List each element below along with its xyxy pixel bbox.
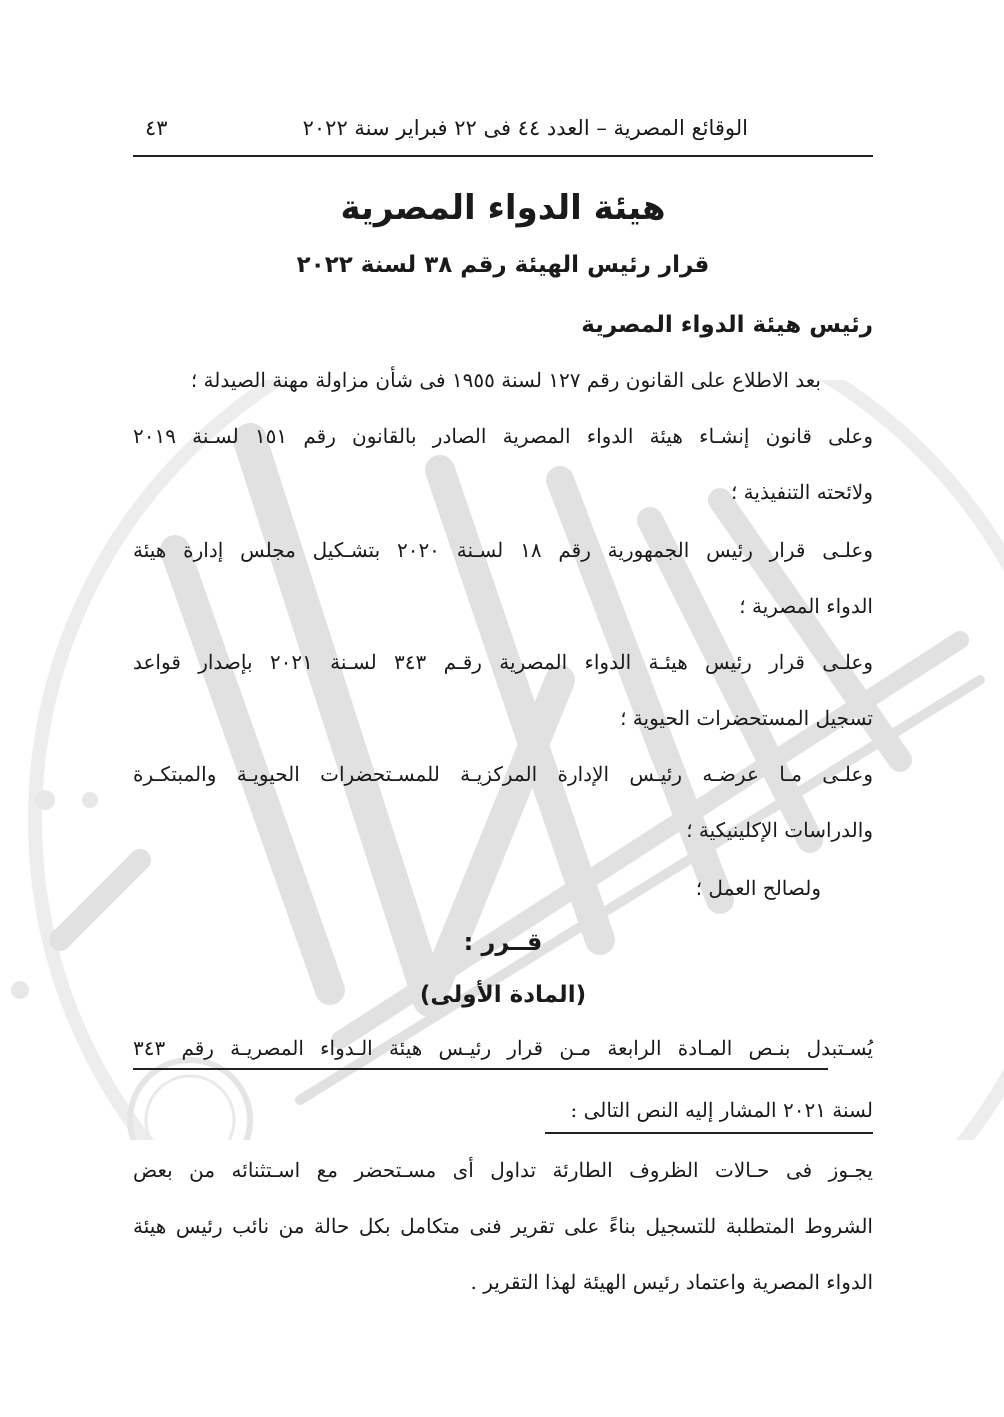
preamble-line: والدراسات الإكلينيكية ؛ — [686, 818, 873, 842]
preamble-line: وعلـى قرار رئيس الجمهورية رقم ١٨ لسـنة ٢٠٢٠ بتشـكيل مجلس إدارة هيئة — [133, 538, 873, 562]
article-line: لسنة ٢٠٢١ المشار إليه النص التالى : — [570, 1098, 873, 1122]
preamble-line: وعلـى مـا عرضـه رئيـس الإدارة المركزيـة للمسـتحضرات الحيويـة والمبتكـرة — [133, 762, 873, 786]
article-line: الدواء المصرية واعتماد رئيس الهيئة لهذا التقرير . — [470, 1270, 873, 1294]
underline — [545, 1132, 873, 1134]
running-header — [133, 112, 873, 152]
article-line: يُسـتبدل بنـص المـادة الرابعة مـن قرار رئيـس هيئة الـدواء المصريـة رقم ٣٤٣ — [133, 1036, 873, 1060]
underline — [133, 1068, 828, 1070]
article-line: الشروط المتطلبة للتسجيل بناءً على تقرير فنى متكامل بكل حالة من نائب رئيس هيئة — [133, 1214, 873, 1238]
running-title: الوقائع المصرية – العدد ٤٤ فى ٢٢ فبراير سنة ٢٠٢٢ — [302, 116, 748, 140]
article-line: يجـوز فى حـالات الظروف الطارئة تداول أى مسـتحضر مع اسـتثنائه من بعض — [133, 1158, 873, 1182]
article-title: (المادة الأولى) — [419, 982, 587, 1008]
header-rule — [133, 155, 873, 157]
page-number: ٤٣ — [145, 116, 168, 140]
preamble-line: الدواء المصرية ؛ — [739, 594, 873, 618]
issuer-heading: رئيس هيئة الدواء المصرية — [581, 312, 873, 338]
preamble-line: وعلـى قرار رئيس هيئـة الدواء المصرية رقـم ٣٤٣ لسـنة ٢٠٢١ بإصدار قواعد — [133, 650, 873, 674]
preamble-line: ولصالح العمل ؛ — [695, 876, 821, 900]
decision-heading: قــرر : — [463, 928, 543, 956]
preamble-line: بعد الاطلاع على القانون رقم ١٢٧ لسنة ١٩٥٥ فى شأن مزاولة مهنة الصيدلة ؛ — [190, 368, 821, 392]
preamble-line: تسجيل المستحضرات الحيوية ؛ — [620, 706, 873, 730]
decree-title: قرار رئيس الهيئة رقم ٣٨ لسنة ٢٠٢٢ — [296, 252, 710, 278]
preamble-line: وعلى قانون إنشـاء هيئة الدواء المصرية الصادر بالقانون رقم ١٥١ لسـنة ٢٠١٩ — [133, 424, 873, 448]
preamble-line: ولائحته التنفيذية ؛ — [730, 480, 873, 504]
authority-title: هيئة الدواء المصرية — [340, 188, 666, 228]
